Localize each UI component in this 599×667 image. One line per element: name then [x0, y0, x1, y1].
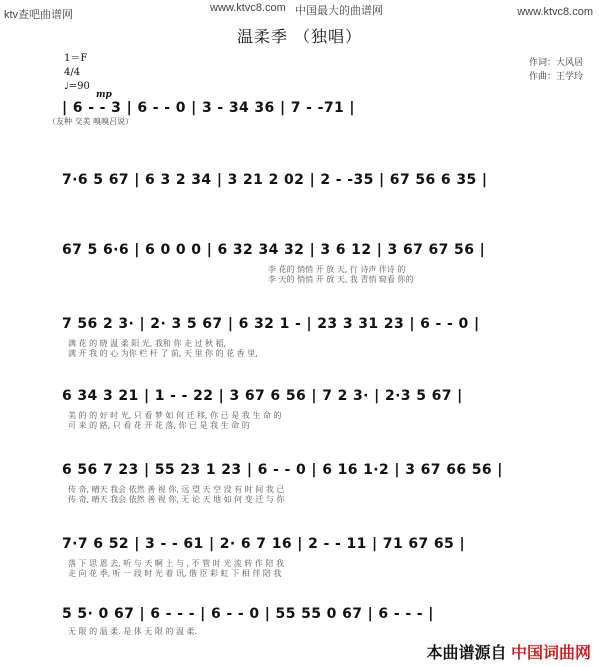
watermark-right: www.ktvc8.com: [517, 6, 593, 18]
staff-line: [48, 170, 578, 194]
lyric-line-2: 满 开 我 的 心 为你 栏 杆 了 前, 天 里 你 的 花 香 里,: [68, 349, 258, 358]
lyric-line-1: 美 的 的 好 时 光, 只 看 梦 如 何 迁 移, 你 已 是 我 生 命 的: [68, 411, 282, 420]
score-row-1: [48, 98, 578, 158]
key-signature: 1＝F: [64, 53, 88, 64]
notes: | 6 - - 3 | 6 - - 0 | 3 - 34 36 | 7 - -71 |: [62, 100, 355, 116]
lyric-line-1: 传 奇, 晴天 我会 依然 善 视 你, 远 望 天 空 没 有 时 间 我 已: [68, 485, 285, 494]
score-row-4: [48, 314, 578, 374]
staff-line: [48, 460, 578, 484]
lyric-line-1: 无 限 的 温 柔. 是 体 无 限 的 温 柔.: [68, 627, 198, 636]
watermark-left: ktv查吧曲谱网: [4, 9, 74, 21]
notes: 6 56 7 23 | 55 23 1 23 | 6 - - 0 | 6 16 1·2 | 3 67 66 56 |: [62, 462, 503, 478]
watermark-center-text: 中国最大的曲谱网: [295, 5, 383, 17]
notes: 7 56 2 3· | 2· 3 5 67 | 6 32 1 - | 23 3 31 23 | 6 - - 0 |: [62, 316, 480, 332]
dynamic-mark: mp: [96, 90, 112, 100]
lyric-line-2: 可 来 的 路, 只 看 花 开 花 落, 你 已 是 我 生 命 的: [68, 421, 250, 430]
score-row-2: [48, 170, 578, 230]
notes: 7·7 6 52 | 3 - - 61 | 2· 6 7 16 | 2 - - 11 | 71 67 65 |: [62, 536, 465, 552]
lyric-line-1: 落 下 思 恩 去, 听 与 天 啊 上 与 , 不 管 时 光 流 转 作 陪 我: [68, 559, 284, 568]
lyric-line-2: 传 奇, 晴天 我会 依然 善 视 你, 无 论 天 地 如 何 变 迁 与 你: [68, 495, 285, 504]
score-row-6: [48, 460, 578, 520]
staff-line: [48, 98, 578, 122]
lyric-line-2: 李 天的 悄悄 开 放 天, 我 青悄 窥看 你的: [268, 275, 414, 284]
footer-source-label: 本曲谱源自: [426, 645, 507, 662]
footer-site-link[interactable]: 中国词曲网: [510, 645, 591, 662]
score-row-7: [48, 534, 578, 594]
notes: 6 34 3 21 | 1 - - 22 | 3 67 6 56 | 7 2 3· | 2·3 5 67 |: [62, 388, 463, 404]
staff-line: [48, 240, 578, 264]
time-signature: 4/4: [64, 67, 81, 78]
lyric-line-1: 满 花 的 晓 温 柔 阳 光, 我和 你 走 过 秋 稻,: [68, 339, 227, 348]
staff-line: [48, 604, 578, 628]
score-row-5: [48, 386, 578, 446]
lyricist-credit: 作词：大风居: [528, 58, 583, 68]
intro-note: （友种 交美 嗅嗅吕说）: [48, 117, 134, 126]
song-title: 温柔季 （独唱）: [236, 27, 363, 46]
notes: 67 5 6·6 | 6 0 0 0 | 6 32 34 32 | 3 6 12 | 3 67 67 56 |: [62, 242, 486, 258]
credits: [529, 56, 583, 84]
notes: 5 5· 0 67 | 6 - - - | 6 - - 0 | 55 55 0 67 | 6 - - - |: [62, 606, 434, 622]
watermark-center-url: www.ktvc8.com: [210, 2, 286, 14]
notes: 7·6 5 67 | 6 3 2 34 | 3 21 2 02 | 2 - -35 | 67 56 6 35 |: [62, 172, 488, 188]
lyric-line-1: 李 花的 悄悄 开 放 天, 行 诗声 伴诗 的: [268, 265, 406, 274]
staff-line: [48, 386, 578, 410]
score-row-3: [48, 240, 578, 300]
tempo-mark: ♩=90: [64, 81, 90, 92]
composer-credit: 作曲：王学玲: [528, 72, 583, 82]
lyric-line-2: 走 向 花 季, 听 一 段 时 光 着 讯, 偕 臣 彩 虹 下 相 伴 陪 我: [68, 569, 282, 578]
staff-line: [48, 314, 578, 338]
score-meta: [64, 52, 90, 94]
footer-source: [427, 640, 591, 663]
staff-line: [48, 534, 578, 558]
